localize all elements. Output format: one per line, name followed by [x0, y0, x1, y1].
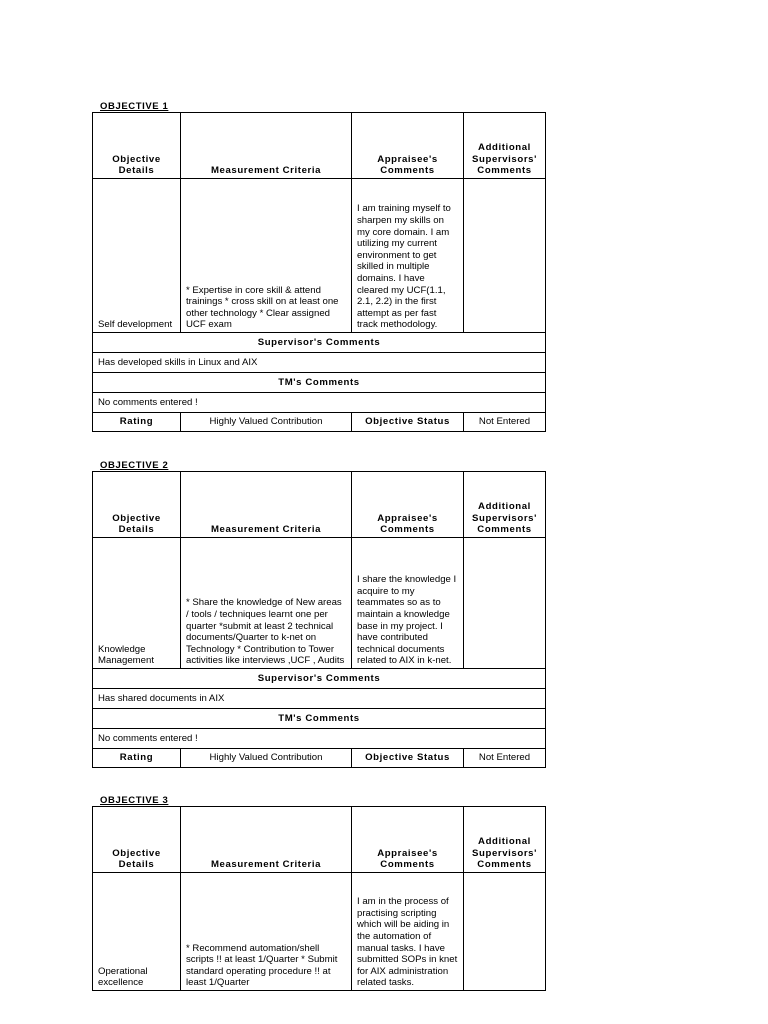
objective-detail: Knowledge Management — [93, 538, 181, 669]
supervisors-comments-header: Supervisor's Comments — [93, 333, 546, 353]
header-measurement-criteria: Measurement Criteria — [181, 807, 352, 873]
objective-status-label: Objective Status — [352, 413, 464, 432]
rating-value: Highly Valued Contribution — [181, 749, 352, 768]
objective-table — [92, 112, 546, 432]
objective-title: OBJECTIVE 2 — [100, 460, 169, 471]
objective-title: OBJECTIVE 1 — [100, 101, 169, 112]
appraisee-comment-text: I share the knowledge I acquire to my teammates so as to maintain a knowledge base in my project. I have contributed technical documents related to AIX in k-net. — [352, 538, 464, 669]
additional-supervisor-comment-text — [464, 179, 546, 333]
header-objective-details: Objective Details — [93, 472, 181, 538]
objective-table — [92, 471, 546, 768]
header-objective-details: Objective Details — [93, 807, 181, 873]
header-additional-supervisors-comments: Additional Supervisors' Comments — [464, 807, 546, 873]
objective-status-label: Objective Status — [352, 749, 464, 768]
tm-comment-text: No comments entered ! — [93, 729, 546, 749]
tms-comments-header: TM's Comments — [93, 373, 546, 393]
supervisors-comments-header: Supervisor's Comments — [93, 669, 546, 689]
objective-detail: Self development — [93, 179, 181, 333]
header-appraisee-comments: Appraisee's Comments — [352, 807, 464, 873]
supervisor-comment-text: Has shared documents in AIX — [93, 689, 546, 709]
header-measurement-criteria: Measurement Criteria — [181, 113, 352, 179]
objective-title: OBJECTIVE 3 — [100, 795, 169, 806]
rating-label: Rating — [93, 749, 181, 768]
tms-comments-header: TM's Comments — [93, 709, 546, 729]
rating-value: Highly Valued Contribution — [181, 413, 352, 432]
measurement-criteria-text: * Recommend automation/shell scripts !! at least 1/Quarter * Submit standard operating procedure !! at least 1/Quarter — [181, 873, 352, 991]
tm-comment-text: No comments entered ! — [93, 393, 546, 413]
additional-supervisor-comment-text — [464, 538, 546, 669]
measurement-criteria-text: * Share the knowledge of New areas / tools / techniques learnt one per quarter *submit at least 2 technical documents/Quarter to k-net on Technology * Contribution to Tower activities like interviews ,UCF , Audits — [181, 538, 352, 669]
objective-status-value: Not Entered — [464, 749, 546, 768]
supervisor-comment-text: Has developed skills in Linux and AIX — [93, 353, 546, 373]
objective-detail: Operational excellence — [93, 873, 181, 991]
objective-status-value: Not Entered — [464, 413, 546, 432]
measurement-criteria-text: * Expertise in core skill & attend trainings * cross skill on at least one other technology * Clear assigned UCF exam — [181, 179, 352, 333]
rating-label: Rating — [93, 413, 181, 432]
appraisee-comment-text: I am in the process of practising scripting which will be aiding in the automation of manual tasks. I have submitted SOPs in knet for AIX administration related tasks. — [352, 873, 464, 991]
header-appraisee-comments: Appraisee's Comments — [352, 113, 464, 179]
header-measurement-criteria: Measurement Criteria — [181, 472, 352, 538]
header-additional-supervisors-comments: Additional Supervisors' Comments — [464, 472, 546, 538]
additional-supervisor-comment-text — [464, 873, 546, 991]
header-objective-details: Objective Details — [93, 113, 181, 179]
header-appraisee-comments: Appraisee's Comments — [352, 472, 464, 538]
objective-table — [92, 806, 546, 991]
header-additional-supervisors-comments: Additional Supervisors' Comments — [464, 113, 546, 179]
appraisee-comment-text: I am training myself to sharpen my skills on my core domain. I am utilizing my current environment to get skilled in multiple domains. I have cleared my UCF(1.1, 2.1, 2.2) in the first attempt as per fast track methodology. — [352, 179, 464, 333]
